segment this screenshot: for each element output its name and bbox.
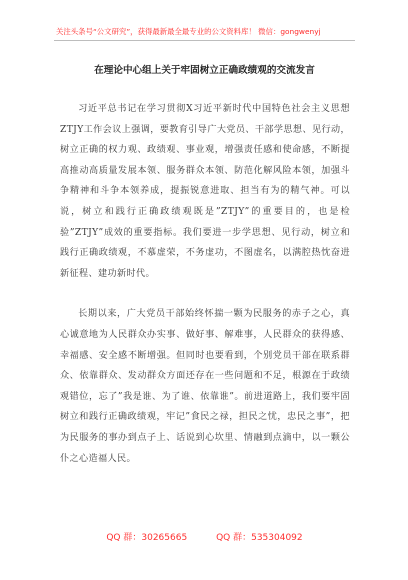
header-banner: 关注头条号“公文研究”，获得最新最全最专业的公文资料库！ 微信：gongwenyj (56, 27, 321, 36)
footer-contact (54, 531, 355, 545)
document-title: 在理论中心组上关于牢固树立正确政绩观的交流发言 (94, 65, 315, 76)
footer-qq-group-1: QQ 群：30265665 (106, 533, 188, 543)
document-body (60, 99, 350, 469)
header-divider (54, 40, 355, 41)
footer-qq-group-2: QQ 群：535304092 (216, 533, 303, 543)
body-paragraph: 长期以来，广大党员干部始终怀揣一颗为民服务的赤子之心，真心诚意地为人民群众办实事、做好事、解难事，人民群众的获得感、幸福感、安全感不断增强。但同时也要看到，个别党员干部在联系群众、依靠群众、发动群众方面还存在一些问题和不足，根源在于政绩观错位，忘了”我是谁、为了谁、依靠谁”。前进道路上，我们要牢固树立和践行正确政绩观，牢记”食民之禄，担民之忧，忠民之事”，把为民服务的事办到点子上、话说到心坎里、情融到点滴中，以一颗公仆之心造福人民。 (60, 309, 350, 464)
body-paragraph: 习近平总书记在学习贯彻X习近平新时代中国特色社会主义思想ZTJY工作会议上强调，要教育引导广大党员、干部学思想、见行动，树立正确的权力观、政绩观、事业观，增强责任感和使命感，不断提高推动高质量发展本领、服务群众本领、防范化解风险本领，加强斗争精神和斗争本领养成，提振锐意进取、担当有为的精气神。可以说，树立和践行正确政绩观既是”ZTJY”的重要目的，也是检验”ZTJY”成效的重要指标。我们要进一步学思想、见行动，树立和践行正确政绩观，不慕虚荣，不务虚功，不图虚名，以满腔热忱奋进新征程、建功新时代。 (60, 104, 350, 279)
